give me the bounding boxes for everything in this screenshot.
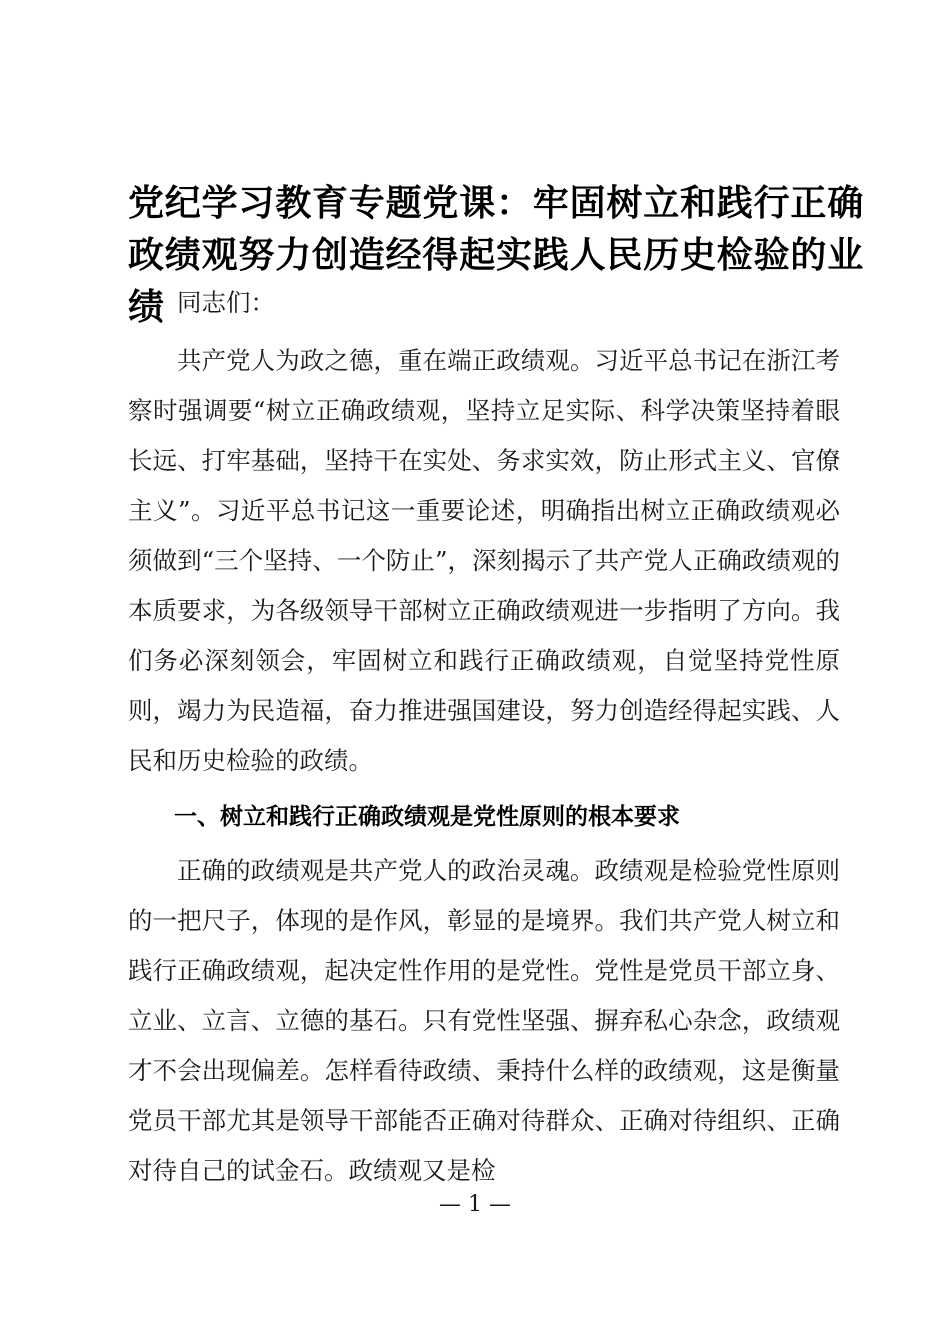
body-paragraph: 正确的政绩观是共产党人的政治灵魂。政绩观是检验党性原则的一把尺子，体现的是作风，彰显的是境界。我们共产党人树立和践行正确政绩观，起决定性作用的是党性。党性是党员干部立身、立业、立言、立德的基石。只有党性坚强、摒弃私心杂念，政绩观才不会出现偏差。怎样看待政绩、秉持什么样的政绩观，这是衡量党员干部尤其是领导干部能否正确对待群众、正确对待组织、正确对待自己的试金石。政绩观又是检 xyxy=(128,856,840,1185)
document-body xyxy=(128,278,840,1196)
page-number: — 1 — xyxy=(439,1192,511,1217)
body-paragraph: 共产党人为政之德，重在端正政绩观。习近平总书记在浙江考察时强调要“树立正确政绩观，坚持立足实际、科学决策坚持着眼长远、打牢基础，坚持干在实处、务求实效，防止形式主义、官僚主义”。习近平总书记这一重要论述，明确指出树立正确政绩观必须做到“三个坚持、一个防止”，深刻揭示了共产党人正确政绩观的本质要求，为各级领导干部树立正确政绩观进一步指明了方向。我们务必深刻领会，牢固树立和践行正确政绩观，自觉坚持党性原则，竭力为民造福，奋力推进强国建设，努力创造经得起实践、人民和历史检验的政绩。 xyxy=(128,346,840,775)
salutation: 同志们： xyxy=(177,288,275,317)
document-title: 党纪学习教育专题党课：牢固树立和践行正确政绩观努力创造经得起实践人民历史检验的业绩 xyxy=(128,183,865,328)
section-heading: 一、树立和践行正确政绩观是党性原则的根本要求 xyxy=(174,804,680,830)
